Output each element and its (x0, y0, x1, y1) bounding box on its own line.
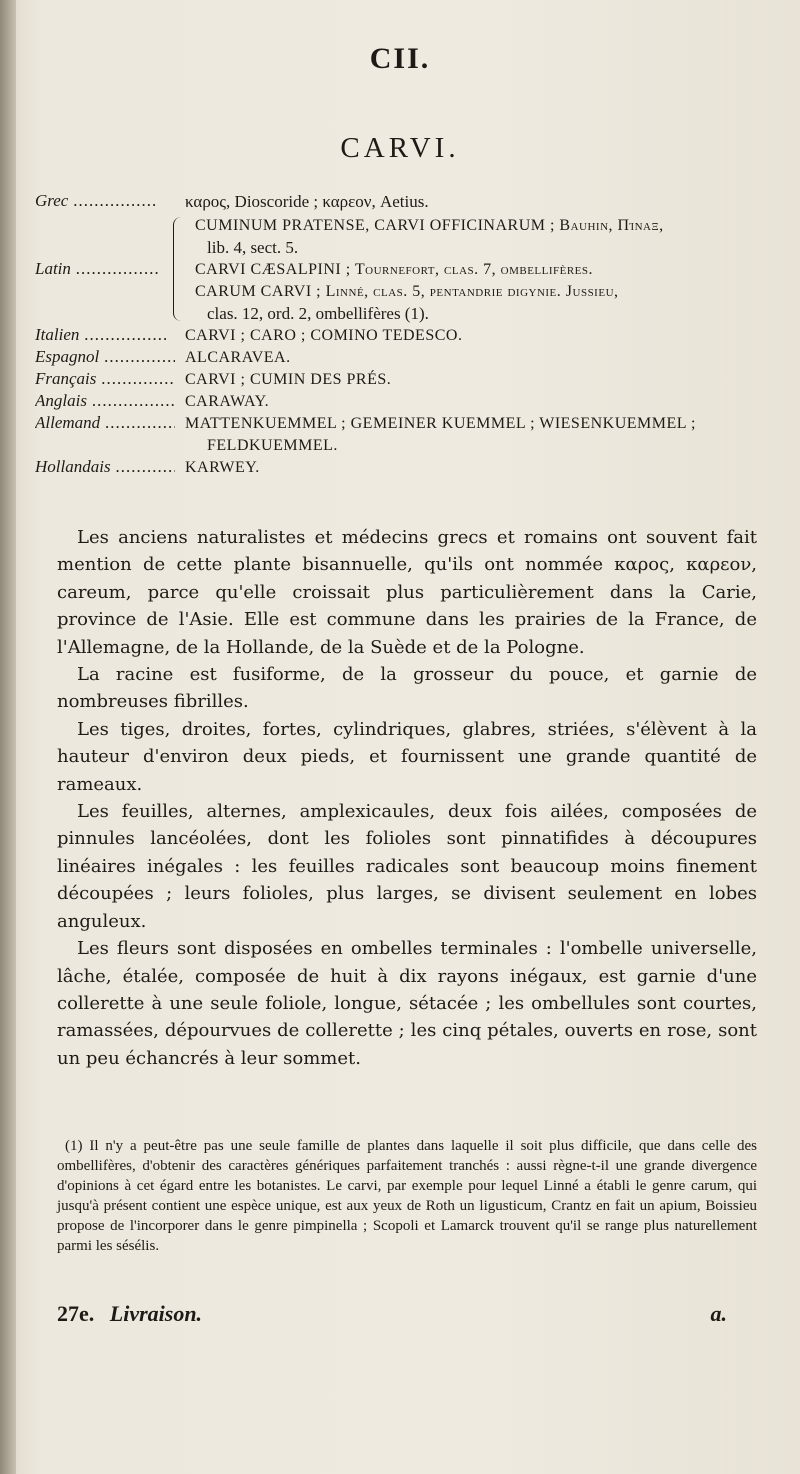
latin-brace (173, 217, 182, 321)
name-row-anglais (35, 391, 775, 413)
name-value-grec: καρος, Dioscoride ; καρεον, Aetius. (185, 192, 429, 211)
signature-number: 27e. (57, 1301, 95, 1326)
name-label-francais: Français ..... (35, 369, 175, 389)
latin-line-3: CARVI CÆSALPINI ; Tournefort, clas. 7, ombellifères. (195, 261, 594, 278)
name-label-latin: Latin ..... (35, 259, 175, 279)
signature-letter: a. (710, 1301, 727, 1326)
signature-line (57, 1301, 757, 1327)
name-row-espagnol (35, 347, 775, 369)
plant-names-table (35, 191, 775, 479)
name-label-italien: Italien ..... (35, 325, 175, 345)
name-value-italien: CARVI ; CARO ; COMINO TEDESCO. (185, 327, 463, 344)
paragraph-racine: La racine est fusiforme, de la grosseur du pouce, et garnie de nombreuses fibrilles. (57, 664, 757, 713)
paragraph-fleurs: Les fleurs sont disposées en ombelles terminales : l'ombelle universelle, lâche, étalée, composée de huit à dix rayons inégaux, est garnie d'une collerette à une seule foliole, longue, sétacée ; les ombellules sont courtes, ramassées, dépourvues de collerette ; les cinq pétales, ouverts en rose, sont un peu échancrés à leur sommet. (57, 938, 757, 1069)
name-label-grec: Grec ..... (35, 191, 175, 211)
name-value-francais: CARVI ; CUMIN DES PRÉS. (185, 371, 392, 388)
name-label-anglais: Anglais ..... (35, 391, 175, 411)
page-binding-edge (0, 0, 16, 1474)
name-value-latin (195, 215, 775, 325)
name-label-allemand: Allemand ..... (35, 413, 175, 433)
name-row-francais (35, 369, 775, 391)
signature-word: Livraison. (109, 1301, 203, 1326)
name-value-hollandais: KARWEY. (185, 459, 260, 476)
latin-line-5: clas. 12, ord. 2, ombellifères (1). (207, 304, 429, 323)
description-text (57, 524, 757, 1072)
latin-line-2: lib. 4, sect. 5. (207, 238, 299, 257)
name-row-latin (35, 215, 775, 325)
name-row-allemand (35, 413, 775, 457)
name-label-espagnol: Espagnol ..... (35, 347, 175, 367)
name-row-grec (35, 191, 775, 213)
name-label-hollandais: Hollandais ..... (35, 457, 175, 477)
paragraph-tiges: Les tiges, droites, fortes, cylindriques, glabres, striées, s'élèvent à la hauteur d'environ deux pieds, et fournissent une grande quantité de rameaux. (57, 718, 757, 795)
page-title: CARVI. (340, 132, 460, 164)
paragraph-feuilles: Les feuilles, alternes, amplexicaules, deux fois ailées, composées de pinnules lancéolées, dont les folioles sont pinnatifides à découpures linéaires inégales : les feuilles radicales sont beaucoup moins finement découpées ; leurs folioles, plus larges, se divisent seulement en lobes anguleux. (57, 801, 757, 932)
footnote-text: (1) Il n'y a peut-être pas une seule famille de plantes dans laquelle il soit plus difficile, que dans celle des ombellifères, d'obtenir des caractères génériques parfaitement tranchés : aussi règne-t-il une grande divergence d'opinions à cet égard entre les botanistes. Le carvi, par exemple pour lequel Linné a établi le genre carum, qui jusqu'à présent contient une espèce unique, est aux yeux de Roth un ligusticum, Crantz en fait un apium, Boissieu propose de l'incorporer dans le genre pimpinella ; Scopoli et Lamarck trouvent qu'il se range plus naturellement parmi les sésélis. (57, 1138, 757, 1254)
name-value-espagnol: ALCARAVEA. (185, 349, 291, 366)
name-row-italien (35, 325, 775, 347)
footnote (57, 1136, 757, 1256)
latin-line-4: CARUM CARVI ; Linné, clas. 5, pentandrie digynie. Jussieu, (195, 283, 619, 300)
name-value-allemand (185, 413, 775, 457)
allemand-line-2: FELDKUEMMEL. (207, 437, 338, 454)
name-row-hollandais (35, 457, 775, 479)
name-value-anglais: CARAWAY. (185, 393, 270, 410)
allemand-line-1: MATTENKUEMMEL ; GEMEINER KUEMMEL ; WIESENKUEMMEL ; (185, 415, 696, 432)
paragraph-intro: Les anciens naturalistes et médecins grecs et romains ont souvent fait mention de cette plante bisannuelle, qu'ils ont nommée καρος, καρεον, careum, parce qu'elle croissait plus particulièrement dans la Carie, province de l'Asie. Elle est commune dans les prairies de la France, de l'Allemagne, de la Hollande, de la Suède et de la Pologne. (57, 527, 757, 658)
latin-line-1: CUMINUM PRATENSE, CARVI OFFICINARUM ; Bauhin, Πίναξ, (195, 217, 664, 234)
page-number: CII. (369, 42, 431, 75)
